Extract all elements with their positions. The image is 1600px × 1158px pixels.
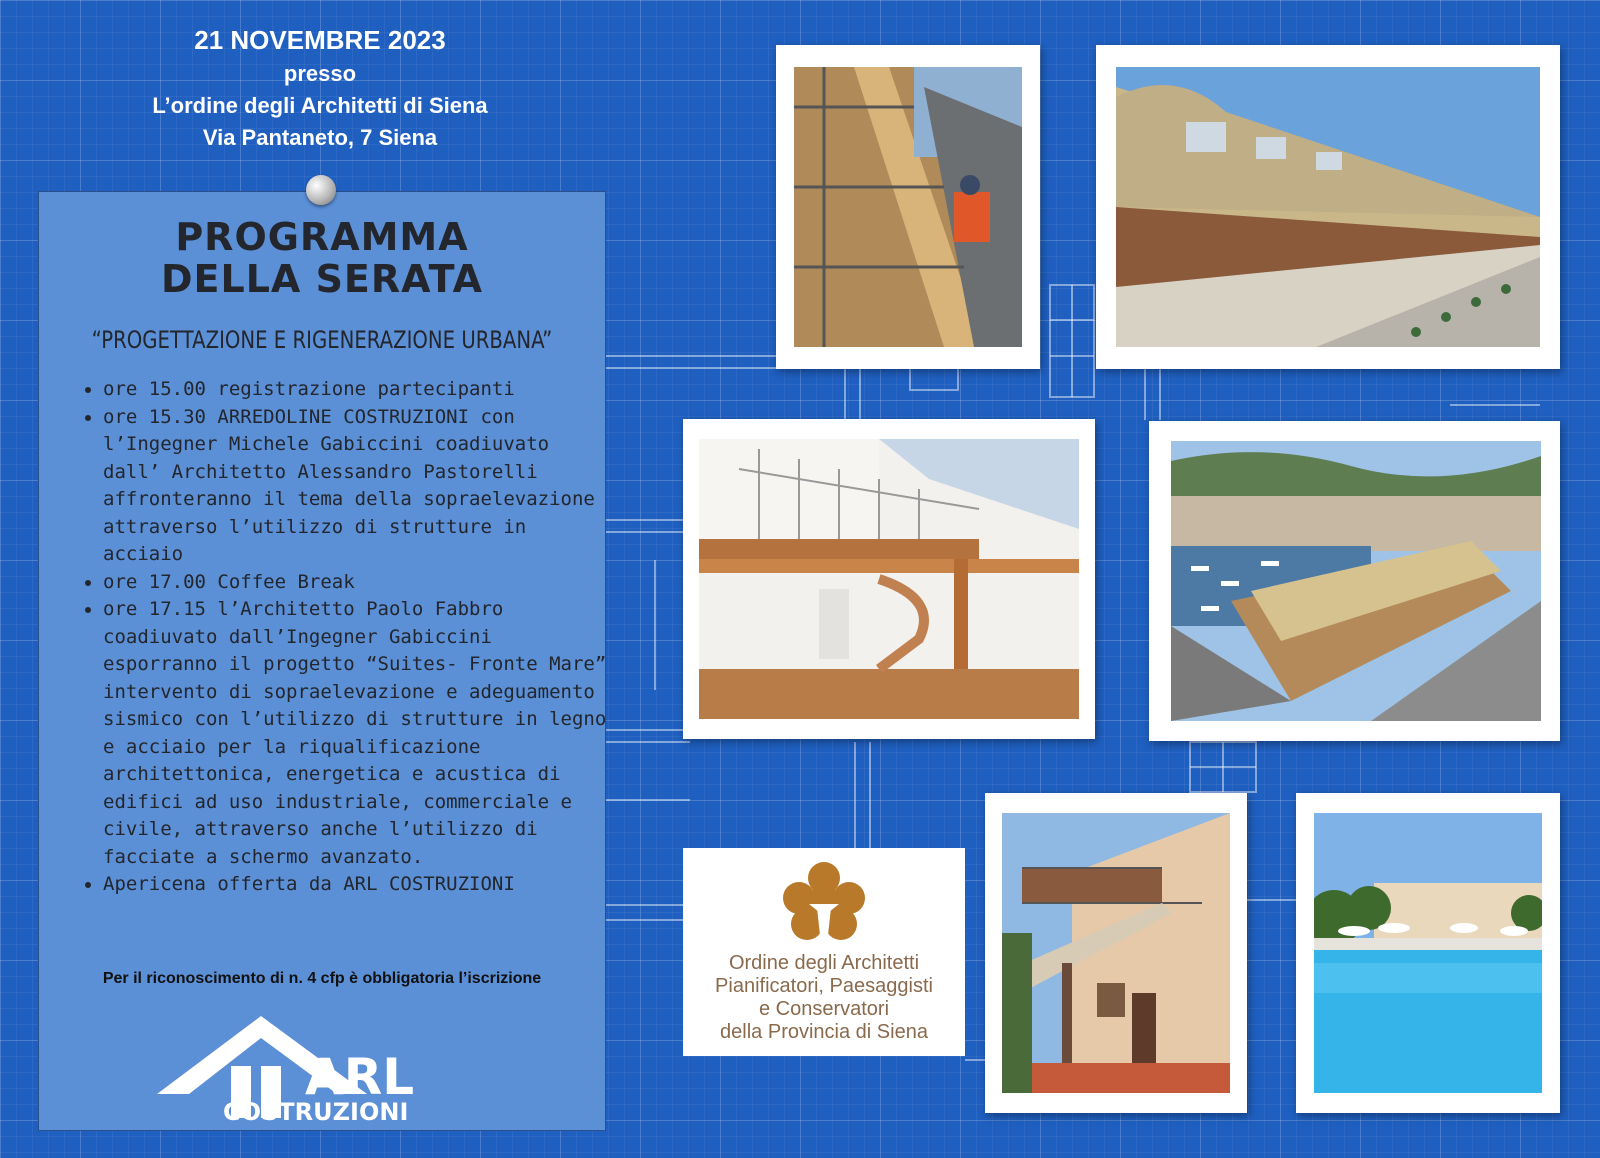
- exterior-staircase-photo: [985, 793, 1247, 1113]
- ordine-flower-icon: [779, 860, 869, 946]
- cfp-note: Per il riconoscimento di n. 4 cfp è obbligatoria l’iscrizione: [102, 970, 542, 987]
- construction-site-photo: [776, 45, 1040, 369]
- arl-logo-tagline: COSTRUZIONI: [223, 1098, 409, 1126]
- ordine-line: Ordine degli Architetti: [728, 952, 920, 974]
- curved-roof-building-image: [1116, 67, 1540, 347]
- curved-roof-building-photo: [1096, 45, 1560, 369]
- agenda-item: • ore 17.15 l’Architetto Paolo Fabbro coadiuvato dall’Ingegner Gabiccini esporranno il progetto “Suites- Fronte Mare” intervento di sopraelevazione e adeguamento sismico con l’utilizzo di strutture in legno e acciaio per la riqualificazione architettonica, energetica e acustica di edifici ad uso industriale, commerciale e civile, attraverso anche l’utilizzo di facciate a schermo avanzato.: [103, 596, 613, 871]
- program-title-line2: DELLA SERATA: [161, 257, 483, 301]
- agenda-item: • ore 15.00 registrazione partecipanti: [103, 376, 613, 404]
- agenda-item: • Apericena offerta da ARL COSTRUZIONI: [103, 871, 613, 899]
- loft-interior-photo: [683, 419, 1095, 739]
- hotel-pool-image: [1314, 813, 1542, 1093]
- event-address: Via Pantaneto, 7 Siena: [202, 125, 438, 150]
- marina-aerial-image: [1171, 441, 1541, 721]
- construction-site-image: [794, 67, 1022, 347]
- exterior-staircase-image: [1002, 813, 1230, 1093]
- program-title-line1: PROGRAMMA: [175, 215, 469, 259]
- ordine-logo-text: [683, 952, 965, 1044]
- ordine-architetti-logo: [683, 848, 965, 1056]
- hotel-pool-photo: [1296, 793, 1560, 1113]
- arl-costruzioni-logo: [157, 1008, 497, 1126]
- agenda-item: • ore 17.00 Coffee Break: [103, 569, 613, 597]
- program-card: [38, 191, 606, 1131]
- event-header: [60, 22, 580, 154]
- program-title: [39, 216, 605, 300]
- program-subtitle: “PROGETTAZIONE E RIGENERAZIONE URBANA”: [91, 326, 553, 354]
- agenda-item: • ore 15.30 ARREDOLINE COSTRUZIONI con l’Ingegner Michele Gabiccini coadiuvato dall’ Architetto Alessandro Pastorelli affronteranno il tema della sopraelevazione attraverso l’utilizzo di strutture in acciaio: [103, 404, 613, 569]
- ordine-line: e Conservatori: [758, 998, 890, 1020]
- event-date: 21 NOVEMBRE 2023: [194, 25, 446, 55]
- marina-aerial-photo: [1149, 421, 1560, 741]
- loft-interior-image: [699, 439, 1079, 719]
- ordine-line: della Provincia di Siena: [720, 1021, 928, 1043]
- event-venue: L’ordine degli Architetti di Siena: [152, 93, 488, 118]
- agenda-list: [87, 376, 613, 899]
- ordine-line: Pianificatori, Paesaggisti: [715, 975, 933, 997]
- pushpin-icon: [306, 175, 336, 205]
- event-presso: presso: [283, 61, 357, 86]
- arl-logo-name: ARL: [305, 1048, 415, 1106]
